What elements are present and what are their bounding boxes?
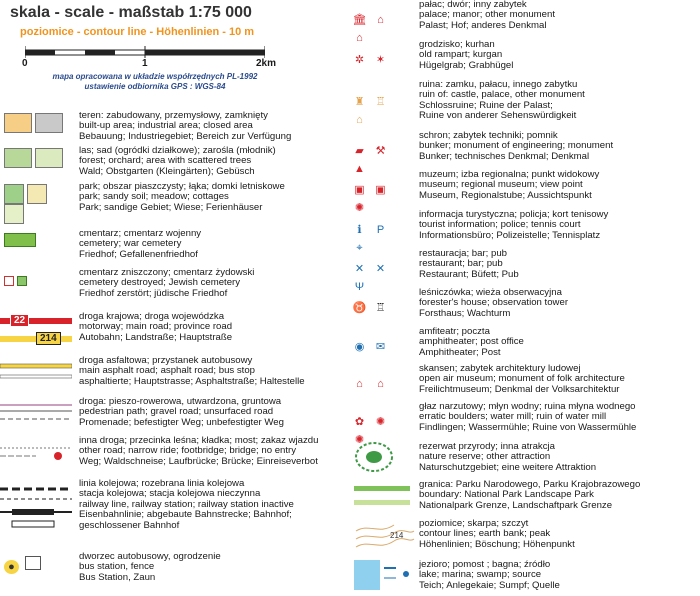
- legend-line: Bus Station, Zaun: [79, 571, 156, 583]
- cemetery-destroyed-symbol: [4, 276, 70, 294]
- legend-line: boundary: National Park Landscape Park: [419, 489, 594, 501]
- legend-line: dworzec autobusowy, ogrodzenie: [79, 551, 221, 562]
- legend-entry-park-boundary: [350, 480, 700, 512]
- legend-line: muzeum; izba regionalna; punkt widokowy: [419, 169, 600, 180]
- legend-entry-cemetery-destroyed: [0, 268, 345, 300]
- legend-line: amphitheater; post office: [419, 336, 524, 348]
- legend-line: głaz narzutowy; młyn wodny; ruina młyna wodnego: [419, 401, 636, 412]
- legend-line: Freilichtmuseum; Denkmal der Volksarchitektur: [419, 383, 620, 395]
- legend-line: ruina: zamku, pałacu, innego zabytku: [419, 79, 578, 90]
- asphalt-road-symbol: [0, 360, 72, 384]
- legend-line: erratic boulders; water mill; ruin of water mill: [419, 411, 607, 423]
- legend-line: Park; sandige Gebiet; Wiese; Ferienhäuser: [79, 201, 263, 213]
- province-road-number: 214: [36, 332, 61, 345]
- legend-line: Autobahn; Landstraße; Hauptstraße: [79, 331, 233, 343]
- legend-line: Wald; Obstgarten (Kleingärten); Gebüsch: [79, 165, 255, 177]
- other-road-symbol: [0, 440, 72, 464]
- palace-icon: 🏛: [352, 14, 367, 26]
- bar-icon: ✕: [375, 263, 386, 275]
- legend-entry-bus-station: [0, 550, 345, 582]
- scale-tick-0: 0: [22, 58, 28, 69]
- legend-entry-amphitheater: [350, 327, 700, 359]
- legend-entry-pedestrian-path: [0, 397, 345, 429]
- scale-tick-1: 1: [142, 58, 148, 69]
- legend-line: cemetery; war cemetery: [79, 238, 182, 250]
- legend-line: Weg; Waldschneise; Laufbrücke; Brücke; Einreiseverbot: [79, 455, 318, 467]
- contour-interval-text: poziomice - contour line - Höhenlinien - 10 m: [20, 26, 255, 38]
- museum-icon: ▣: [354, 184, 365, 196]
- legend-line: pałac; dwór; inny zabytek: [419, 0, 527, 10]
- legend-line: granica: Parku Narodowego, Parku Krajobrazowego: [419, 479, 641, 490]
- legend-line: Naturschutzgebiet; eine weitere Attraktion: [419, 461, 597, 473]
- legend-line: Informationsbüro; Polizeistelle; Tennisplatz: [419, 229, 601, 241]
- legend-line: leśniczówka; wieża obserwacyjna: [419, 287, 562, 298]
- legend-line: Bebauung; Industriegebiet; Bereich zur Verfügung: [79, 130, 292, 142]
- legend-entry-other-road: [0, 436, 345, 468]
- legend-line: park; obszar piaszczysty; łąka; domki letniskowe: [79, 181, 285, 192]
- legend-line: Hügelgrab; Grabhügel: [419, 59, 514, 71]
- bus-station-icon: ●: [4, 560, 19, 574]
- contour-symbol: [354, 517, 416, 553]
- legend-entry-main-roads: [0, 312, 345, 348]
- legend-line: linia kolejowa; rozebrana linia kolejowa: [79, 478, 245, 489]
- legend-entry-museum: [350, 169, 700, 214]
- legend-line: Promenade; befestigter Weg; unbefestigter Weg: [79, 416, 284, 428]
- legend-line: railway line, railway station; railway station inactive: [79, 498, 294, 510]
- legend-line: museum; regional museum; view point: [419, 179, 583, 191]
- legend-line: Findlingen; Wassermühle; Ruine von Wassermühle: [419, 421, 637, 433]
- legend-line: cmentarz zniszczony; cmentarz żydowski: [79, 267, 255, 278]
- pub-icon: Ψ: [354, 281, 365, 293]
- legend-line: built-up area; industrial area; closed area: [79, 120, 253, 132]
- legend-entry-rampart: [350, 40, 700, 72]
- built-up-symbol: [4, 113, 70, 133]
- manor-icon: ⌂: [377, 14, 384, 26]
- forest-symbol: [4, 148, 70, 168]
- legend-line: Höhenlinien; Böschung; Höhenpunkt: [419, 538, 575, 550]
- legend-entry-ruin: [350, 80, 700, 124]
- legend-entry-nature-reserve: [350, 440, 700, 474]
- park-symbol: [4, 184, 70, 224]
- amphitheater-icon: ◉: [354, 341, 365, 353]
- legend-entry-built-up: [0, 111, 345, 143]
- scale-tick-2: 2km: [256, 58, 277, 69]
- legend-line: Ruine von anderer Sehenswürdigkeit: [419, 110, 577, 122]
- railway-symbol: [0, 483, 72, 531]
- legend-line: ruin of: castle, palace, other monument: [419, 89, 585, 101]
- cemetery-symbol: [4, 233, 70, 251]
- national-road-number: 22: [10, 314, 29, 327]
- legend-column-right: [350, 0, 700, 596]
- legend-line: droga krajowa; droga wojewódzka: [79, 311, 225, 322]
- bus-station-symbol: [4, 556, 70, 575]
- projection-note: [30, 72, 280, 92]
- legend-line: Teich; Anlegekaie; Sumpf; Quelle: [419, 579, 560, 591]
- legend-line: stacja kolejowa; stacja kolejowa nieczynna: [79, 488, 261, 500]
- legend-line: pedestrian path; gravel road; unsurfaced road: [79, 406, 274, 418]
- monument-icon: ⌂: [356, 32, 363, 44]
- legend-line: rezerwat przyrody; inna atrakcja: [419, 441, 555, 452]
- legend-line: amfiteatr; poczta: [419, 326, 490, 337]
- legend-line: droga: pieszo-rowerowa, utwardzona, gruntowa: [79, 396, 282, 407]
- legend-entry-contours: [350, 517, 700, 553]
- legend-line: forest; orchard; area with scattered trees: [79, 155, 252, 167]
- gps-line: ustawienie odbiornika GPS : WGS-84: [84, 82, 226, 91]
- legend-line: bunker; monument of engineering; monument: [419, 140, 614, 152]
- legend-line: grodzisko; kurhan: [419, 39, 495, 50]
- legend-line: restaurant; bar; pub: [419, 258, 503, 270]
- path-symbol: [0, 401, 72, 425]
- nature-reserve-symbol: [354, 440, 414, 474]
- legend-entry-forest: [0, 146, 345, 178]
- legend-line: Bunker; technisches Denkmal; Denkmal: [419, 150, 590, 162]
- legend-entry-palace: [350, 0, 700, 44]
- legend-line: skansen; zabytek architektury ludowej: [419, 363, 581, 374]
- observation-tower-icon: ♖: [375, 302, 386, 314]
- police-icon: P: [376, 224, 385, 236]
- legend-line: Eisenbahnlinie; abgebaute Bahnstrecke; Bahnhof;: [79, 509, 292, 521]
- legend-line: old rampart; kurgan: [419, 49, 503, 61]
- legend-line: poziomice; skarpa; szczyt: [419, 518, 529, 529]
- fence-icon: [25, 556, 41, 570]
- legend-line: las; sad (ogródki działkowe); zarośla (młodnik): [79, 145, 276, 156]
- legend-entry-forester: [350, 288, 700, 320]
- projection-line: mapa opracowana w układzie współrzędnych PL-1992: [52, 72, 258, 81]
- post-office-icon: ✉: [375, 341, 386, 353]
- legend-line: Amphitheater; Post: [419, 346, 501, 358]
- legend-line: contour lines; earth bank; peak: [419, 528, 551, 540]
- legend-entry-lake: [350, 558, 700, 594]
- legend-line: lake; marina; swamp; source: [419, 569, 542, 581]
- legend-line: schron; zabytek techniki; pomnik: [419, 130, 558, 141]
- legend-line: cmentarz; cmentarz wojenny: [79, 228, 202, 239]
- kurgan-icon: ✶: [375, 54, 386, 66]
- bunker-icon: ▰: [355, 145, 364, 157]
- info-icon: ℹ: [357, 224, 362, 236]
- legend-entry-asphalt-road: [0, 356, 345, 388]
- legend-line: forester's house; observation tower: [419, 297, 569, 309]
- legend-line: inna droga; przecinka leśna; kładka; most; zakaz wjazdu: [79, 435, 319, 446]
- legend-column-left: [0, 0, 345, 596]
- boulder-icon: ✿: [354, 416, 365, 428]
- peak-elevation-label: 214: [390, 531, 404, 540]
- castle-ruin-icon: ♜: [354, 96, 365, 108]
- legend-entry-railway: [0, 479, 345, 535]
- rampart-icon: ✲: [354, 54, 365, 66]
- restaurant-icon: ✕: [354, 263, 365, 275]
- legend-line: other road; narrow ride; footbridge; bridge; no entry: [79, 445, 297, 457]
- park-boundary-symbol: [354, 482, 414, 510]
- regional-museum-icon: ▣: [375, 184, 386, 196]
- monument-ruin-icon: ⌂: [356, 114, 363, 126]
- legend-line: Museum, Regionalstube; Aussichtspunkt: [419, 189, 592, 201]
- legend-line: palace; manor; other monument: [419, 9, 555, 21]
- legend-line: geschlossener Bahnhof: [79, 519, 180, 531]
- legend-line: open air museum; monument of folk architecture: [419, 373, 625, 385]
- legend-line: Friedhof zerstört; jüdische Friedhof: [79, 287, 228, 299]
- mill-ruin-icon: ✺: [354, 434, 365, 446]
- tennis-icon: ⌖: [356, 242, 363, 254]
- legend-line: main asphalt road; asphalt road; bus stop: [79, 365, 255, 377]
- legend-entry-park: [0, 182, 345, 214]
- legend-line: jezioro; pomost ; bagna; źródło: [419, 559, 551, 570]
- legend-line: park; sandy soil; meadow; cottages: [79, 191, 229, 203]
- open-air-museum-icon: ⌂: [356, 378, 363, 390]
- engineering-monument-icon: ⚒: [375, 145, 386, 157]
- statue-icon: ▲: [354, 163, 365, 175]
- viewpoint-icon: ✺: [354, 202, 365, 214]
- legend-entry-cemetery: [0, 229, 345, 261]
- lake-symbol: [354, 558, 416, 594]
- legend-line: teren: zabudowany, przemysłowy, zamknięty: [79, 110, 268, 121]
- folk-architecture-icon: ⌂: [377, 378, 384, 390]
- legend-line: Palast; Hof; anderes Denkmal: [419, 19, 547, 31]
- legend-entry-boulders: [350, 401, 700, 446]
- legend-line: Restaurant; Büfett; Pub: [419, 268, 519, 280]
- legend-title: skala - scale - maßstab 1:75 000: [10, 4, 252, 21]
- legend-line: Forsthaus; Wachturm: [419, 307, 511, 319]
- legend-line: tourist information; police; tennis court: [419, 219, 581, 231]
- legend-line: asphaltierte; Hauptstrasse; Asphaltstraße; Haltestelle: [79, 375, 305, 387]
- legend-line: nature reserve; other attraction: [419, 451, 551, 463]
- legend-line: cemetery destroyed; Jewish cemetery: [79, 277, 241, 289]
- water-mill-icon: ✺: [375, 416, 386, 428]
- forester-house-icon: ♉: [352, 302, 367, 314]
- legend-line: restauracja; bar; pub: [419, 248, 507, 259]
- legend-line: Nationalpark Grenze, Landschaftpark Grenze: [419, 499, 613, 511]
- palace-ruin-icon: ♖: [375, 96, 386, 108]
- legend-line: droga asfaltowa; przystanek autobusowy: [79, 355, 253, 366]
- legend-line: bus station, fence: [79, 561, 155, 573]
- legend-line: motorway; main road; province road: [79, 321, 233, 333]
- legend-line: informacja turystyczna; policja; kort tenisowy: [419, 209, 609, 220]
- legend-line: Schlossruine; Ruine der Palast;: [419, 99, 553, 111]
- legend-line: Friedhof; Gefallenenfriedhof: [79, 248, 198, 260]
- legend-entry-open-air-museum: [350, 364, 700, 396]
